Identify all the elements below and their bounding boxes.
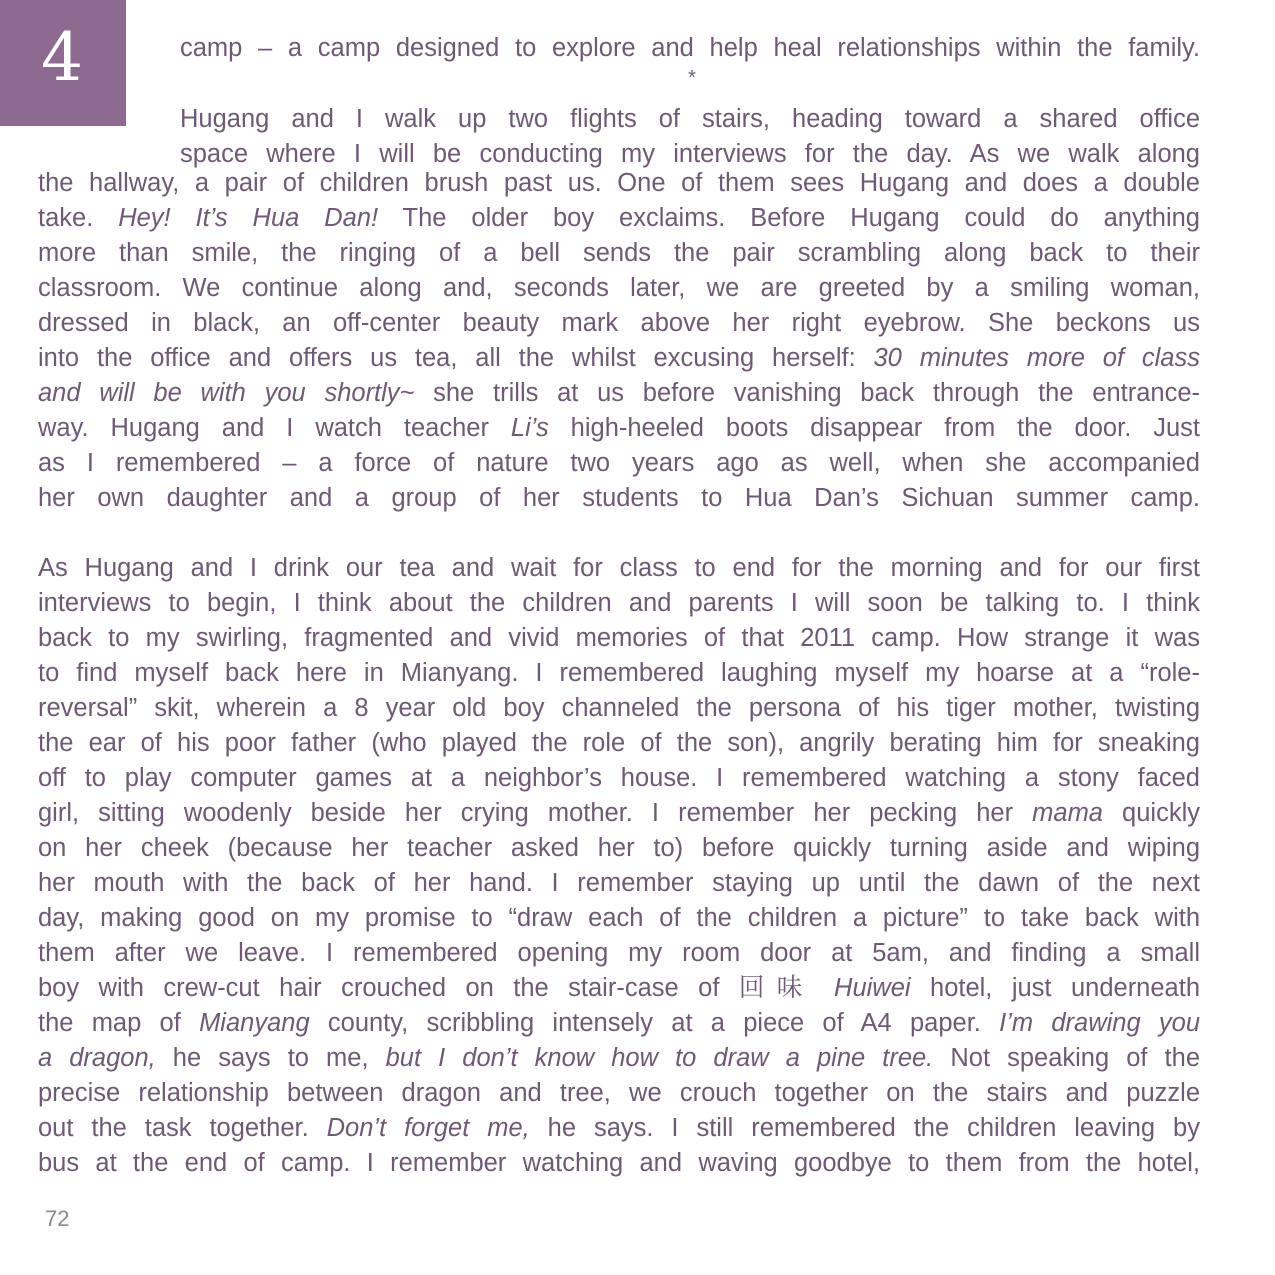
quoted-speech: a dragon, <box>38 1044 156 1072</box>
emphasized-name: Huiwei <box>834 974 911 1002</box>
text-line: as I remembered – a force of nature two years ago as well, when she accompanied <box>38 449 1200 477</box>
text-line: girl, sitting woodenly beside her crying mother. I remember her pecking her mama quickly <box>38 799 1201 827</box>
quoted-speech: and will be with you shortly~ <box>38 379 415 407</box>
text-line: camp – a camp designed to explore and help heal relationships within the family. <box>180 34 1200 62</box>
text-line: bus at the end of camp. I remember watching and waving goodbye to them from the hotel, <box>38 1149 1200 1177</box>
page-number: 72 <box>45 1206 70 1231</box>
text-line: her mouth with the back of her hand. I remember staying up until the dawn of the next <box>38 869 1200 897</box>
chapter-number: 4 <box>41 19 83 96</box>
text-line: day, making good on my promise to “draw each of the children a picture” to take back with <box>38 904 1200 932</box>
text-line: them after we leave. I remembered opening my room door at 5am, and finding a small <box>38 939 1200 967</box>
chapter-number-box <box>0 0 126 126</box>
text-line: a dragon, he says to me, but I don’t know how to draw a pine tree. Not speaking of the <box>38 1044 1200 1072</box>
text-line: dressed in black, an off-center beauty mark above her right eyebrow. She beckons us <box>38 309 1200 337</box>
text-line: her own daughter and a group of her students to Hua Dan’s Sichuan summer camp. <box>38 484 1200 512</box>
emphasized-name: Mianyang <box>199 1009 310 1037</box>
text-line: out the task together. Don’t forget me, he says. I still remembered the children leaving by <box>38 1114 1200 1142</box>
text-line: boy with crew-cut hair crouched on the stair-case of 回味 Huiwei hotel, just underneath <box>38 974 1200 1002</box>
quoted-speech: but I don’t know how to draw a pine tree. <box>385 1044 934 1072</box>
quoted-speech: Don’t forget me, <box>326 1114 530 1142</box>
text-line: to find myself back here in Mianyang. I remembered laughing myself my hoarse at a “role- <box>38 659 1200 687</box>
text-line: on her cheek (because her teacher asked her to) before quickly turning aside and wiping <box>38 834 1200 862</box>
quoted-speech: I’m drawing you <box>999 1009 1201 1037</box>
quoted-speech: Hey! It’s Hua Dan! <box>118 204 379 232</box>
text-line: off to play computer games at a neighbor’s house. I remembered watching a stony faced <box>38 764 1200 792</box>
quoted-speech: 30 minutes more of class <box>873 344 1200 372</box>
emphasized-word: mama <box>1032 799 1103 827</box>
text-line: classroom. We continue along and, seconds later, we are greeted by a smiling woman, <box>38 274 1200 302</box>
text-line: interviews to begin, I think about the children and parents I will soon be talking to. I think <box>38 589 1200 617</box>
section-divider: * <box>688 67 696 89</box>
text-line: precise relationship between dragon and tree, we crouch together on the stairs and puzzle <box>38 1079 1200 1107</box>
text-line: space where I will be conducting my interviews for the day. As we walk along <box>180 140 1200 168</box>
text-line: way. Hugang and I watch teacher Li’s high-heeled boots disappear from the door. Just <box>38 414 1200 442</box>
text-line: back to my swirling, fragmented and vivid memories of that 2011 camp. How strange it was <box>38 624 1200 652</box>
text-line: Hugang and I walk up two flights of stairs, heading toward a shared office <box>180 105 1200 133</box>
text-line: the ear of his poor father (who played the role of the son), angrily berating him for sneaking <box>38 729 1200 757</box>
text-line: more than smile, the ringing of a bell sends the pair scrambling along back to their <box>38 239 1200 267</box>
emphasized-name: Li’s <box>510 414 549 442</box>
text-line: take. Hey! It’s Hua Dan! The older boy exclaims. Before Hugang could do anything <box>38 204 1200 232</box>
text-line: and will be with you shortly~ she trills at us before vanishing back through the entrance- <box>38 379 1200 407</box>
text-line: the map of Mianyang county, scribbling intensely at a piece of A4 paper. I’m drawing you <box>38 1009 1201 1037</box>
text-line: As Hugang and I drink our tea and wait for class to end for the morning and for our first <box>38 554 1200 582</box>
text-line: into the office and offers us tea, all the whilst excusing herself: 30 minutes more of class <box>38 344 1200 372</box>
text-line: the hallway, a pair of children brush past us. One of them sees Hugang and does a double <box>38 169 1200 197</box>
text-line: reversal” skit, wherein a 8 year old boy channeled the persona of his tiger mother, twisting <box>38 694 1200 722</box>
